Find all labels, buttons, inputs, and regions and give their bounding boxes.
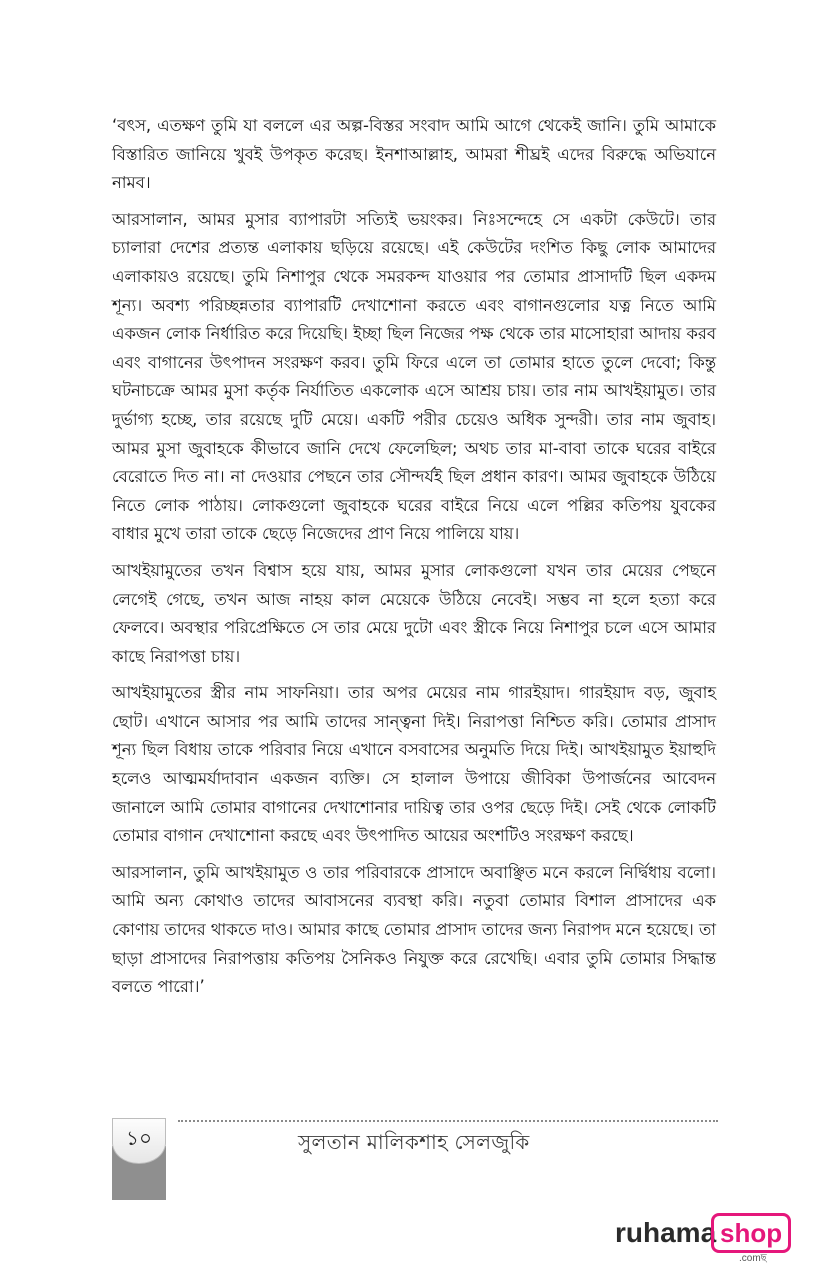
paragraph-1: ‘বৎস, এতক্ষণ তুমি যা বললে এর অল্প-বিস্তর সংবাদ আমি আগে থেকেই জানি। তুমি আমাকে বিস্তারিত জানিয়ে খুবই উপকৃত করেছ। ইনশাআল্লাহ, আমরা শীঘ্রই এদের বিরুদ্ধে অভিযানে নামব। [112, 116, 716, 193]
paragraph-4: আখইয়ামুতের স্ত্রীর নাম সাফনিয়া। তার অপর মেয়ের নাম গারইয়াদ। গারইয়াদ বড়, জুবাহ ছোট। এখানে আসার পর আমি তাদের সান্ত্বনা দিই। নিরাপত্তা নিশ্চিত করি। তোমার প্রাসাদ শূন্য ছিল বিধায় তাকে পরিবার নিয়ে এখানে বসবাসের অনুমতি দিয়ে দিই। আখইয়ামুত ইয়াহুদি হলেও আত্মমর্যাদাবান একজন ব্যক্তি। সে হালাল উপায়ে জীবিকা উপার্জনের আবেদন জানালে আমি তোমার বাগানের দেখাশোনার দায়িত্ব তার ওপর ছেড়ে দিই। সেই থেকে লোকটি তোমার বাগান দেখাশোনা করছে এবং উৎপাদিত আয়ের অংশটিও সংরক্ষণ করছে। [112, 683, 716, 846]
brand-box: shop [711, 1213, 791, 1253]
brand-sub: .comছ [739, 1253, 767, 1264]
running-title: সুলতান মালিকশাহ সেলজুকি [298, 1130, 530, 1154]
footer-divider [178, 1120, 718, 1122]
page-number: ১০ [126, 1126, 152, 1150]
brand-logo [615, 1213, 785, 1264]
page-number-badge [112, 1118, 166, 1200]
body-text [112, 112, 716, 1010]
paragraph-3: আখইয়ামুতের তখন বিশ্বাস হয়ে যায়, আমর মুসার লোকগুলো যখন তার মেয়ের পেছনে লেগেই গেছে, তখন আজ নাহয় কাল মেয়েকে উঠিয়ে নেবেই। সম্ভব না হলে হত্যা করে ফেলবে। অবস্থার পরিপ্রেক্ষিতে সে তার মেয়ে দুটো এবং স্ত্রীকে নিয়ে নিশাপুর চলে এসে আমার কাছে নিরাপত্তা চায়। [112, 560, 716, 666]
paragraph-5: আরসালান, তুমি আখইয়ামুত ও তার পরিবারকে প্রাসাদে অবাঞ্ছিত মনে করলে নির্দ্বিধায় বলো। আমি অন্য কোথাও তাদের আবাসনের ব্যবস্থা করি। নতুবা তোমার বিশাল প্রাসাদের এক কোণায় তাদের থাকতে দাও। আমার কাছে তোমার প্রাসাদ তাদের জন্য নিরাপদ মনে হয়েছে। তা ছাড়া প্রাসাদের নিরাপত্তায় কতিপয় সৈনিকও নিযুক্ত করে রেখেছি। এবার তুমি তোমার সিদ্ধান্ত বলতে পারো।’ [112, 862, 717, 997]
paragraph-2: আরসালান, আমর মুসার ব্যাপারটা সত্যিই ভয়ংকর। নিঃসন্দেহে সে একটা কেউটে। তার চ্যালারা দেশের প্রত্যন্ত এলাকায় ছড়িয়ে রয়েছে। এই কেউটের দংশিত কিছু লোক আমাদের এলাকায়ও রয়েছে। তুমি নিশাপুর থেকে সমরকন্দ যাওয়ার পর তোমার প্রাসাদটি ছিল একদম শূন্য। অবশ্য পরিচ্ছন্নতার ব্যাপারটি দেখাশোনা করতে এবং বাগানগুলোর যত্ন নিতে আমি একজন লোক নির্ধারিত করে দিয়েছি। ইচ্ছা ছিল নিজের পক্ষ থেকে তার মাসোহারা আদায় করব এবং বাগানের উৎপাদন সংরক্ষণ করব। তুমি ফিরে এলে তা তোমার হাতে তুলে দেবো; কিন্তু ঘটনাচক্রে আমর মুসা কর্তৃক নির্যাতিত একলোক এসে আশ্রয় চায়। তার নাম আখইয়ামুত। তার দুর্ভাগ্য হচ্ছে, তার রয়েছে দুটি মেয়ে। একটি পরীর চেয়েও অধিক সুন্দরী। তার নাম জুবাহ। আমর মুসা জুবাহকে কীভাবে জানি দেখে ফেলেছিল; অথচ তার মা-বাবা তাকে ঘরের বাইরে বেরোতে দিত না। না দেওয়ার পেছনে তার সৌন্দর্যই ছিল প্রধান কারণ। আমর জুবাহকে উঠিয়ে নিতে লোক পাঠায়। লোকগুলো জুবাহকে ঘরের বাইরে নিয়ে এলে পল্লির কতিপয় যুবকের বাধার মুখে তারা তাকে ছেড়ে নিজেদের প্রাণ নিয়ে পালিয়ে যায়। [112, 209, 716, 544]
brand-word: ruhama [615, 1217, 717, 1248]
